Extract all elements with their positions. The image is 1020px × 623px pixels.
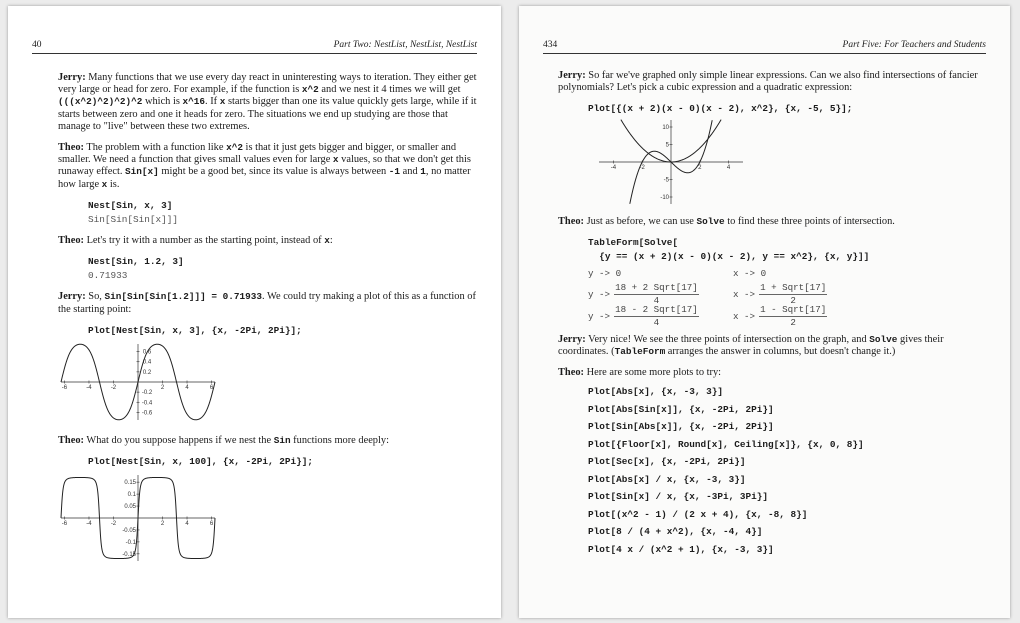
y-tick-label: -0.05 [122,528,136,535]
page-number: 434 [543,40,558,50]
paragraph-theo-5: Theo: Here are some more plots to try: [558,367,722,379]
y-tick-label: -10 [660,195,669,202]
paragraph-jerry-2: Jerry: So, Sin[Sin[Sin[1.2]]] = 0.71933. We could try making a plot of this as a function of the starting point: [58,291,476,315]
paragraph-theo-3: Theo: What do you suppose happens if we nest the Sin functions more deeply: [58,435,389,447]
y-tick-label: -0.4 [141,400,153,407]
solution-row-2: y -> $\frac{\text{18 + 2 Sqrt[17]}}{4}$ x -> $\frac{\text{1 + Sqrt[17]}}{2}$ [588,282,827,307]
plot-nest-sin-100 [58,472,477,568]
plot-command: Plot[Abs[x], {x, -3, 3}] [588,386,724,398]
y-tick-label: -0.2 [141,389,153,396]
x-tick-label: 6 [209,521,214,528]
paragraph-theo-1: Theo: The problem with a function like x^2 is that it just gets bigger and bigger, or smaller and smaller. We need a function that gives small values even for large x values, so that we don't get this runaway effect. Sin[x] might be a good bet, since its value is always between -1 and 1, no matter how large x is. [58,142,471,190]
y-tick-label: 10 [662,125,669,132]
plot-command: Plot[(x^2 - 1) / (2 x + 4), {x, -8, 8}] [588,508,808,520]
right-page [519,6,1010,618]
y-tick-label: 0.15 [124,480,136,487]
code-input-4: Plot[Nest[Sin, x, 100], {x, -2Pi, 2Pi}]; [88,456,314,468]
y-tick-label: 0.4 [142,359,152,366]
right-content [558,70,980,561]
code-input-5: Plot[{(x + 2)(x - 0)(x - 2), x^2}, {x, -5, 5}]; [588,103,853,115]
paragraph-jerry-1: Jerry: Many functions that we use every day react in uninteresting ways to iteration. They either get very large or head for zero. For example, if the function is x^2 and we nest it 4 times we will get (((x^2)^2)^2)^2 which is x^16. If x starts bigger than one its value quickly gets large, while if it starts between zero and one it heads for zero. The situations we end up studying are those that manage to "live" between these two extremes. [58,72,477,132]
y-tick-label: -0.1 [125,540,136,547]
x-tick-label: -6 [61,384,68,391]
x-tick-label: -2 [110,384,117,391]
solution-row-3: y -> $\frac{\text{18 - 2 Sqrt[17]}}{4}$ x -> $\frac{\text{1 - Sqrt[17]}}{2}$ [588,304,827,329]
x-tick-label: 4 [185,521,189,528]
solve-output-table [558,265,980,328]
x-tick-label: 4 [726,165,731,172]
y-tick-label: -0.6 [141,410,153,417]
plot-command: Plot[4 x / (x^2 + 1), {x, -3, 3}] [588,543,774,555]
solution-row-1: y -> 0 x -> 0 [588,268,767,280]
paragraph-theo-2: Theo: Let's try it with a number as the starting point, instead of x: [58,235,333,247]
plot-command: Plot[Sin[x] / x, {x, -3Pi, 3Pi}] [588,491,769,503]
paragraph-theo-4: Theo: Just as before, we can use Solve to find these three points of intersection. [558,215,895,227]
plot-cubic-quadratic-svg [596,117,746,207]
code-input-1: Nest[Sin, x, 3] [88,199,173,211]
left-page [8,6,501,618]
code-output-2: 0.71933 [88,270,128,282]
x-tick-label: 2 [698,165,702,172]
plot-command: Plot[{Floor[x], Round[x], Ceiling[x]}, {x, 0, 8}] [588,438,864,450]
y-tick-label: -5 [663,177,669,184]
code-input-6b: {y == (x + 2)(x - 0)(x - 2), y == x^2}, {x, y}]] [588,250,870,262]
header-rule [32,53,477,54]
x-tick-label: 2 [160,521,165,528]
y-tick-label: 0.6 [142,349,152,356]
plot-nest-sin-3-svg [58,341,218,423]
code-input-3: Plot[Nest[Sin, x, 3], {x, -2Pi, 2Pi}]; [88,324,302,336]
plot-cubic-quadratic [596,117,980,211]
plot-command: Plot[8 / (4 + x^2), {x, -4, 4}] [588,526,763,538]
x-tick-label: -4 [86,384,92,391]
y-tick-label: 0.1 [127,492,136,499]
code-input-6a: TableForm[Solve[ [588,236,679,248]
running-header: Part Five: For Teachers and Students [842,40,986,50]
paragraph-jerry-3: Jerry: So far we've graphed only simple linear expressions. Can we also find intersections of fancier polynomials? Let's pick a cubic expression and a quadratic expression: [558,70,978,94]
plot-command: Plot[Sec[x], {x, -2Pi, 2Pi}] [588,456,746,468]
page-number: 40 [32,40,42,50]
x-tick-label: -4 [86,521,92,528]
y-tick-label: 0.2 [142,369,152,376]
x-tick-label: -6 [61,521,68,528]
x-tick-label: 2 [160,384,165,391]
x-tick-label: 6 [209,384,214,391]
plot-command: Plot[Sin[Abs[x]], {x, -2Pi, 2Pi}] [588,421,774,433]
x-tick-label: -4 [610,165,617,172]
plot-nest-sin-100-svg [58,472,218,564]
plot-command: Plot[Abs[x] / x, {x, -3, 3}] [588,473,746,485]
y-tick-label: 0.05 [124,504,136,511]
code-input-2: Nest[Sin, 1.2, 3] [88,256,184,268]
plots-to-try-list [558,386,980,556]
header-rule [543,53,986,54]
y-tick-label: 5 [665,142,669,149]
x-tick-label: 4 [185,384,189,391]
paragraph-jerry-4: Jerry: Very nice! We see the three points of intersection on the graph, and Solve gives their coordinates. (TableForm arranges the answer in columns, but doesn't change it.) [558,333,944,358]
plot-nest-sin-3 [58,341,477,427]
code-output-1: Sin[Sin[Sin[x]]] [88,213,179,225]
running-header: Part Two: NestList, NestList, NestList [333,40,477,50]
x-tick-label: -2 [110,521,117,528]
left-content [58,72,477,576]
x-tick-label: -2 [639,165,645,172]
y-tick-label: -0.15 [122,552,136,559]
plot-command: Plot[Abs[Sin[x]], {x, -2Pi, 2Pi}] [588,403,774,415]
